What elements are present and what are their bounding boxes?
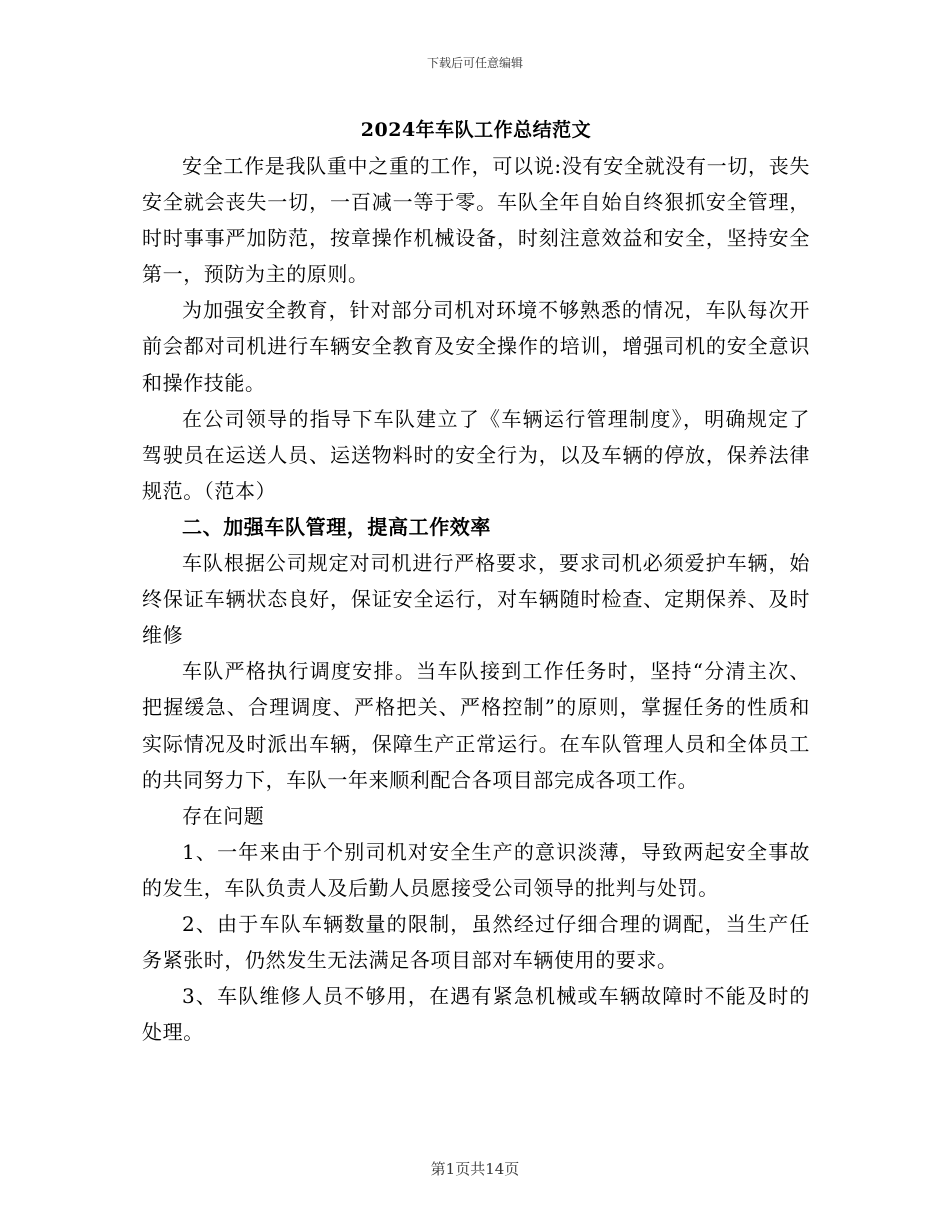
paragraph-dispatch: 车队严格执行调度安排。当车队接到工作任务时，坚持“分清主次、把握缓急、合理调度、严格把关、严格控制”的原则，掌握任务的性质和实际情况及时派出车辆，保障生产正常运行。在车队管理人员和全体员工的共同努力下，车队一年来顺利配合各项目部完成各项工作。	[142, 659, 810, 792]
section-heading-problems: 存在问题	[182, 803, 265, 828]
problem-item-1: 1、一年来由于个别司机对安全生产的意识淡薄，导致两起安全事故的发生，车队负责人及后勤人员愿接受公司领导的批判与处罚。	[142, 839, 810, 900]
problem-item-2: 2、由于车队车辆数量的限制，虽然经过仔细合理的调配，当生产任务紧张时，仍然发生无法满足各项目部对车辆使用的要求。	[142, 911, 810, 973]
page-footer: 第1页共14页	[430, 1160, 520, 1178]
paragraph-safety-intro: 安全工作是我队重中之重的工作，可以说:没有安全就没有一切，丧失安全就会丧失一切，一百减一等于零。车队全年自始自终狠抓安全管理，时时事事严加防范，按章操作机械设备，时刻注意效益和安全，坚持安全第一，预防为主的原则。	[142, 154, 810, 287]
document-body	[142, 112, 810, 1050]
section-heading-management: 二、加强车队管理，提高工作效率	[182, 514, 491, 539]
paragraph-safety-education: 为加强安全教育，针对部分司机对环境不够熟悉的情况，车队每次开前会都对司机进行车辆安全教育及安全操作的培训，增强司机的安全意识和操作技能。	[142, 298, 810, 395]
paragraph-management-system: 在公司领导的指导下车队建立了《车辆运行管理制度》，明确规定了驾驶员在运送人员、运送物料时的安全行为，以及车辆的停放，保养法律规范。（范本）	[142, 406, 810, 503]
problem-item-3: 3、车队维修人员不够用，在遇有紧急机械或车辆故障时不能及时的处理。	[142, 984, 810, 1045]
document-title: 2024年车队工作总结范文	[360, 119, 592, 141]
paragraph-driver-requirements: 车队根据公司规定对司机进行严格要求，要求司机必须爱护车辆，始终保证车辆状态良好，保证安全运行，对车辆随时检查、定期保养、及时维修	[142, 551, 810, 648]
page-header: 下载后可任意编辑	[426, 56, 523, 70]
